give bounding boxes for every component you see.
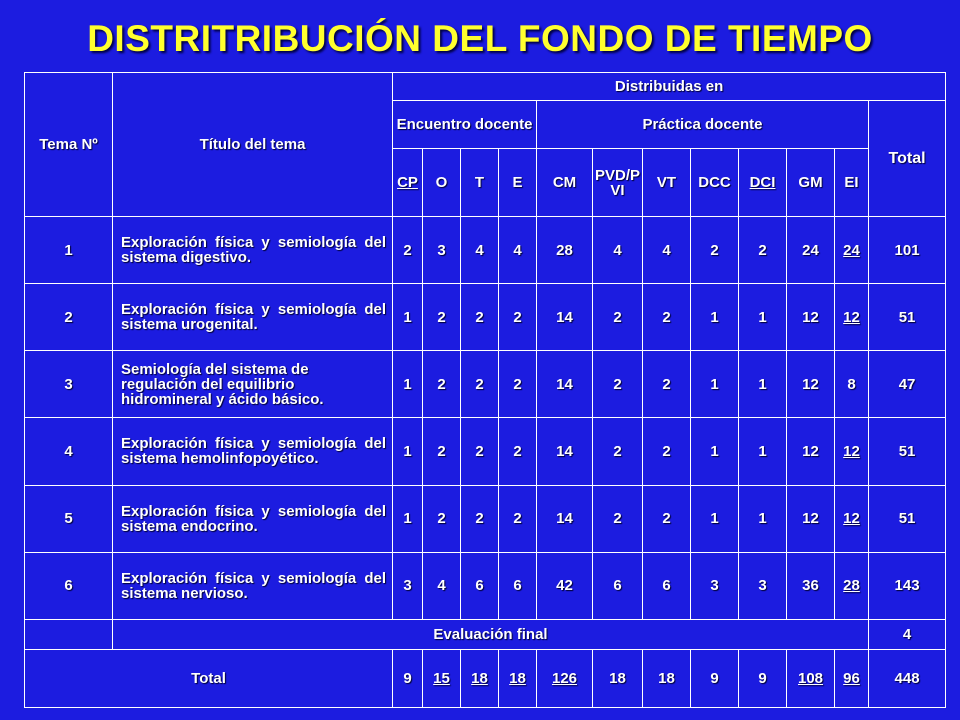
cell-cm: 14 (537, 485, 593, 552)
row-number: 6 (25, 552, 113, 619)
cell-e: 2 (499, 351, 537, 418)
row-number: 5 (25, 485, 113, 552)
header-titulo: Título del tema (113, 73, 393, 217)
cell-cp: 1 (393, 351, 423, 418)
cell-dci: 2 (739, 217, 787, 284)
col-header-dci: DCI (739, 149, 787, 217)
cell-o: 2 (423, 485, 461, 552)
cell-ei: 8 (835, 351, 869, 418)
cell-dcc: 3 (691, 552, 739, 619)
cell-dcc: 1 (691, 485, 739, 552)
cell-o: 4 (423, 552, 461, 619)
cell-gm: 12 (787, 418, 835, 485)
col-header-o: O (423, 149, 461, 217)
total-cm: 126 (537, 649, 593, 707)
row-number: 3 (25, 351, 113, 418)
cell-pvd: 2 (593, 485, 643, 552)
table-row (25, 418, 946, 485)
cell-ei: 12 (835, 284, 869, 351)
cell-cm: 14 (537, 351, 593, 418)
row-title: Exploración física y semiología del sistema urogenital. (113, 284, 393, 351)
cell-cp: 1 (393, 284, 423, 351)
row-title: Exploración física y semiología del sistema digestivo. (113, 217, 393, 284)
col-header-dcc: DCC (691, 149, 739, 217)
cell-vt: 2 (643, 284, 691, 351)
total-o: 15 (423, 649, 461, 707)
cell-vt: 2 (643, 418, 691, 485)
cell-cp: 1 (393, 418, 423, 485)
cell-pvd: 4 (593, 217, 643, 284)
cell-cm: 14 (537, 418, 593, 485)
table-row (25, 284, 946, 351)
cell-dci: 1 (739, 284, 787, 351)
cell-e: 2 (499, 485, 537, 552)
cell-cm: 28 (537, 217, 593, 284)
cell-o: 2 (423, 418, 461, 485)
cell-gm: 12 (787, 284, 835, 351)
row-number: 2 (25, 284, 113, 351)
time-distribution-table (24, 72, 946, 708)
cell-cp: 1 (393, 485, 423, 552)
table-row (25, 552, 946, 619)
table-row (25, 351, 946, 418)
total-t: 18 (461, 649, 499, 707)
cell-t: 2 (461, 485, 499, 552)
total-pvd: 18 (593, 649, 643, 707)
cell-gm: 24 (787, 217, 835, 284)
row-title: Semiología del sistema de regulación del equilibrio hidromineral y ácido básico. (113, 351, 393, 418)
cell-dcc: 1 (691, 351, 739, 418)
row-number: 4 (25, 418, 113, 485)
cell-o: 2 (423, 284, 461, 351)
total-dcc: 9 (691, 649, 739, 707)
cell-t: 6 (461, 552, 499, 619)
col-header-cp: CP (393, 149, 423, 217)
total-gm: 108 (787, 649, 835, 707)
cell-t: 2 (461, 284, 499, 351)
total-e: 18 (499, 649, 537, 707)
cell-dci: 3 (739, 552, 787, 619)
row-title: Exploración física y semiología del sistema hemolinfopoyético. (113, 418, 393, 485)
cell-t: 4 (461, 217, 499, 284)
cell-pvd: 2 (593, 351, 643, 418)
cell-vt: 2 (643, 485, 691, 552)
cell-dci: 1 (739, 485, 787, 552)
header-tema: Tema Nº (25, 73, 113, 217)
col-header-vt: VT (643, 149, 691, 217)
total-dci: 9 (739, 649, 787, 707)
cell-total: 47 (869, 351, 946, 418)
cell-e: 4 (499, 217, 537, 284)
cell-e: 2 (499, 418, 537, 485)
row-title: Exploración física y semiología del sistema nervioso. (113, 552, 393, 619)
cell-pvd: 2 (593, 418, 643, 485)
cell-cp: 2 (393, 217, 423, 284)
cell-pvd: 6 (593, 552, 643, 619)
cell-total: 51 (869, 485, 946, 552)
evaluation-value: 4 (869, 619, 946, 649)
cell-e: 2 (499, 284, 537, 351)
cell-vt: 6 (643, 552, 691, 619)
evaluation-row (25, 619, 946, 649)
cell-vt: 4 (643, 217, 691, 284)
cell-cm: 42 (537, 552, 593, 619)
col-header-t: T (461, 149, 499, 217)
table-row (25, 485, 946, 552)
cell-t: 2 (461, 351, 499, 418)
total-vt: 18 (643, 649, 691, 707)
evaluation-spacer (25, 619, 113, 649)
cell-dcc: 1 (691, 418, 739, 485)
cell-o: 2 (423, 351, 461, 418)
cell-total: 101 (869, 217, 946, 284)
cell-dci: 1 (739, 418, 787, 485)
totals-label: Total (25, 649, 393, 707)
cell-ei: 28 (835, 552, 869, 619)
cell-dci: 1 (739, 351, 787, 418)
cell-o: 3 (423, 217, 461, 284)
col-header-ei: EI (835, 149, 869, 217)
cell-ei: 24 (835, 217, 869, 284)
table-row (25, 217, 946, 284)
cell-e: 6 (499, 552, 537, 619)
header-practica: Práctica docente (537, 101, 869, 149)
cell-gm: 36 (787, 552, 835, 619)
cell-ei: 12 (835, 418, 869, 485)
totals-row (25, 649, 946, 707)
cell-dcc: 1 (691, 284, 739, 351)
cell-total: 51 (869, 284, 946, 351)
total-cp: 9 (393, 649, 423, 707)
evaluation-label: Evaluación final (113, 619, 869, 649)
col-header-cm: CM (537, 149, 593, 217)
cell-pvd: 2 (593, 284, 643, 351)
header-distribuidas: Distribuidas en (393, 73, 946, 101)
cell-gm: 12 (787, 485, 835, 552)
total-ei: 96 (835, 649, 869, 707)
row-title: Exploración física y semiología del sistema endocrino. (113, 485, 393, 552)
cell-cp: 3 (393, 552, 423, 619)
cell-total: 51 (869, 418, 946, 485)
col-header-gm: GM (787, 149, 835, 217)
header-total: Total (869, 101, 946, 217)
cell-vt: 2 (643, 351, 691, 418)
total-total: 448 (869, 649, 946, 707)
cell-dcc: 2 (691, 217, 739, 284)
col-header-e: E (499, 149, 537, 217)
row-number: 1 (25, 217, 113, 284)
cell-total: 143 (869, 552, 946, 619)
header-encuentro: Encuentro docente (393, 101, 537, 149)
cell-gm: 12 (787, 351, 835, 418)
page-title: DISTRITRIBUCIÓN DEL FONDO DE TIEMPO (87, 18, 873, 59)
cell-t: 2 (461, 418, 499, 485)
cell-cm: 14 (537, 284, 593, 351)
cell-ei: 12 (835, 485, 869, 552)
col-header-pvd: PVD/PVI (593, 149, 643, 217)
